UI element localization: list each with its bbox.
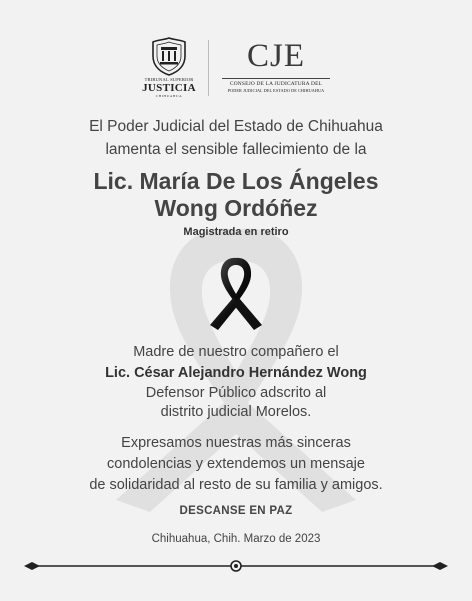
cje-subtitle-1: CONSEJO DE LA JUDICATURA DEL	[229, 81, 323, 87]
closing-text: DESCANSE EN PAZ	[179, 505, 293, 517]
tsj-line2: JUSTICIA	[142, 82, 196, 94]
logo-divider	[208, 40, 209, 96]
son-name: Lic. César Alejandro Hernández Wong	[105, 365, 367, 381]
condolence-line-1: Expresamos nuestras más sinceras	[121, 435, 351, 451]
cje-rule	[222, 78, 330, 79]
deceased-name-line-2: Wong Ordóñez	[154, 195, 318, 221]
deceased-name-line-1: Lic. María De Los Ángeles	[93, 168, 379, 194]
relation-line: Madre de nuestro compañero el	[133, 344, 339, 360]
son-role-line-2: distrito judicial Morelos.	[160, 404, 312, 420]
intro-line-1: El Poder Judicial del Estado de Chihuahua	[89, 118, 383, 135]
condolence-line-2: condolencias y extendemos un mensaje	[107, 456, 365, 472]
notice-date: Chihuahua, Chih. Marzo de 2023	[151, 533, 321, 545]
ornamental-divider-icon	[20, 556, 452, 576]
tsj-line1: TRIBUNAL SUPERIOR	[144, 77, 194, 82]
tsj-logo	[138, 36, 200, 100]
cje-mark: CJE	[246, 38, 305, 74]
cje-logo	[218, 38, 334, 98]
deceased-role: Magistrada en retiro	[183, 226, 289, 238]
cje-subtitle-2: PODER JUDICIAL DEL ESTADO DE CHIHUAHUA	[227, 88, 325, 93]
condolence-line-3: de solidaridad al resto de su familia y amigos.	[89, 477, 383, 493]
son-role-line-1: Defensor Público adscrito al	[145, 385, 327, 401]
intro-line-2: lamenta el sensible fallecimiento de la	[105, 141, 367, 158]
court-shield-icon	[150, 36, 188, 76]
mourning-ribbon-icon	[206, 256, 266, 332]
tsj-line3: CHIHUAHUA	[155, 94, 183, 98]
